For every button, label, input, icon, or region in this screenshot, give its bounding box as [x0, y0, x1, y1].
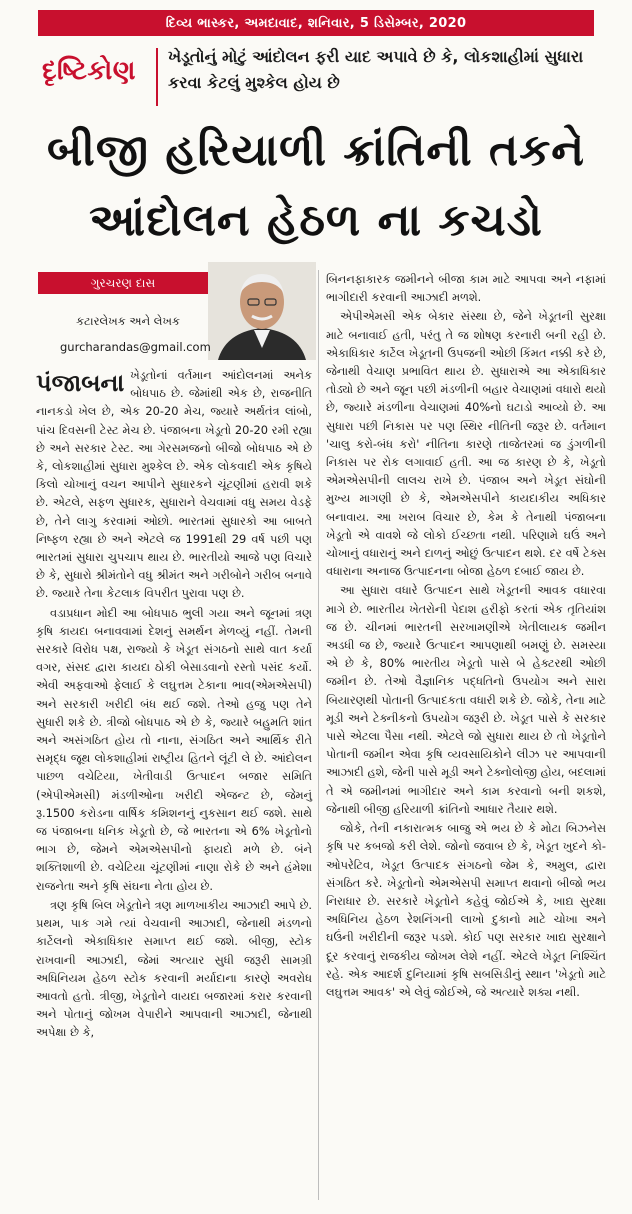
column-divider — [318, 270, 319, 1200]
section-label: દૃષ્ટિકોણ — [42, 56, 136, 86]
paragraph: જોકે, તેની નકારાત્મક બાજુ એ ભય છે કે મોટા બિઝનેસ કૃષિ પર કબજો કરી લેશે. જોનો જવાબ છે કે, ખેડૂત ખુદને કો-ઓપરેટિવ, ખેડૂત ઉત્પાદક સંગઠનો જેમ કે, અમુલ, દ્વારા સંગઠિત કરે. ખેડૂતોનો એમએસપી સમાપ્ત થવાનો બીજો ભય નિરાધાર છે. સરકારે ખેડૂતોને કહેવું જોઈએ કે, ખાદ્ય સુરક્ષા અધિનિય હેઠળ રેશનિંગની લાખો દુકાનો માટે ચોખા અને ઘઉંની ખરીદીની જરૂર પડશે. કોઈ પણ સરકાર ખાદ્ય સુરક્ષાને દૂર કરવાનું રાજકીય જોખમ લેશે નહીં. એટલે ખેડૂત નિશ્ચિંત રહે. એક આદર્શ દુનિયામાં કૃષિ સબસિડીનું સ્થાન 'ખેડૂતો માટે લઘુત્તમ આવક' એ લેવું જોઈએ, જે અત્યારે શક્ય નથી. — [326, 821, 606, 999]
dropcap: પંજાબના — [36, 369, 125, 397]
paragraph: ત્રણ કૃષિ બિલ ખેડૂતોને ત્રણ માળખાકીય આઝાદી આપે છે. પ્રથમ, પાક ગમે ત્યાં વેચવાની આઝાદી, જેનાથી મંડળનો કાર્ટેલનો એકાધિકાર સમાપ્ત થઈ જશે. બીજી, સ્ટોક રાખવાની આઝાદી, જેમાં અત્યાર સુધી જરૂરી સામગ્રી અધિનિયમ હેઠળ સ્ટોક કરવાની મર્યાદાના કારણે અવરોધ આવતો હતો. ત્રીજી, ખેડૂતોને વાયદા બજારમાં કરાર કરવાની અને પોતાનું જોખમ વેપારીને આપવાની આઝાદી, જેનાથી અપેક્ષા છે કે, — [36, 897, 312, 1040]
author-role: કટારલેખક અને લેખક — [75, 314, 181, 328]
paragraph: બિનનફાકારક જમીનને બીજા કામ માટે આપવા અને નફામાં ભાગીદારી કરવાની આઝાદી મળશે. — [326, 272, 606, 305]
author-name: ગુરચરણ દાસ — [38, 272, 208, 294]
paragraph: વડાપ્રધાન મોદી આ બોધપાઠ ભુલી ગયા અને જૂનમાં ત્રણ કૃષિ કાયદા બનાવવામાં દેશનું સમર્થન મેળવ્યું નહીં. તેમની સરકારે વિરોધ પક્ષ, રાજ્યો કે ખેડૂત સંગઠનો સાથે વાત કર્યા વગર, સંસદ દ્વારા કાયદા ઠોકી બેસાડવાનો રસ્તો પસંદ કર્યો. એવી અફવાઓ ફેલાઈ કે લઘુત્તમ ટેકાના ભાવ(એમએસપી) અને સરકારી ખરીદી બંધ થઈ જશે. તેઓ હજુ પણ તેને સુધારી શકે છે. ત્રીજો બોધપાઠ એ છે કે, જ્યારે બહુમતિ શાંત અને અસંગઠિત હોય તો નાના, સંગઠિત અને આર્થિક રીતે સમૃદ્ધ જૂથ લોકશાહીમાં રાષ્ટ્રીય હિતને લૂંટી લે છે. આંદોલન પાછળ વચેટિયા, ખેતીવાડી ઉત્પાદન બજાર સમિતિ (એપીએમસી) મંડળીઓના ખરીદી એજન્ટ છે, જેમનું રૂ.1500 કરોડના વાર્ષિક કમિશનનું નુકસાન થઈ જશે. સાથે જ પંજાબના ધનિક ખેડૂતો છે, જે ભારતના એ 6% ખેડૂતોનો ભાગ છે, જેમને એમએસપીનો ફાયદો મળે છે. બંને શક્તિશાળી છે. વચેટિયા ચૂંટણીમાં નાણા રોકે છે અને હંમેશા રાજનેતા અને કૃષિ સંઘના નેતા હોય છે. — [36, 605, 312, 893]
article-column-right — [326, 270, 606, 1002]
paragraph: એપીએમસી એક બેકાર સંસ્થા છે, જેને ખેડૂતની સુરક્ષા માટે બનાવાઈ હતી, પરંતુ તે જ શોષણ કરનારી બની રહી છે. એકાધિકાર કાર્ટેલ ખેડૂતની ઉપજની ઓછી કિંમત નક્કી કરે છે, જેનાથી વેચાણ પ્રભાવિત થાય છે. સુધારાએ આ એકાધિકાર તોડ્યો છે અને જૂન પછી મંડળીની બહાર વેચાણમાં વધારો થયો છે, જ્યારે મંડળીના વેચાણમાં 40%નો ઘટાડો આવ્યો છે. આ સુધારા પછી નિકાસ પર પણ સ્થિર નીતિની જરૂર છે. વર્તમાન 'ચાલુ કરો-બંધ કરો' નીતિના કારણે તાજેતરમાં જ ડુંગળીની નિકાસ પર રોક લગાવાઈ હતી. આ જ કારણ છે કે, ખેડૂતો એમએસપીની લાલચ રાખે છે. પંજાબ અને ખેડૂત સંઘોની મુખ્ય માગણી છે કે, એમએસપીને કાયદાકીય અધિકાર બનાવાય. આ ખરાબ વિચાર છે, કેમ કે તેનાથી પંજાબના ખેડૂતો એ વાવશે જે લોકો ઈચ્છતા નથી. પરિણામે ઘઉં અને ચોખાનું વધારાનું અને દાળનું ઓછું ઉત્પાદન થશે. દર વર્ષે ટેક્સ વધારાના અનાજ ઉત્પાદનના બોજા હેઠળ દબાઈ જાય છે. — [326, 309, 606, 579]
author-email: gurcharandas@gmail.com — [60, 340, 211, 354]
paragraph: આ સુધારા વધારે ઉત્પાદન સાથે ખેડૂતની આવક વધારવા માગે છે. ભારતીય ખેતરોની પેદાશ હરીફો કરતાં એક તૃતિયાંશ જ છે. ચીનમાં ભારતની સરખામણીએ ખેતીલાયક જમીન અડધી જ છે, જ્યારે ઉત્પાદન આપણાથી બમણું છે. સમસ્યા એ છે કે, 80% ભારતીય ખેડૂતો પાસે બે હેક્ટરથી ઓછી જમીન છે. તેઓ વૈજ્ઞાનિક પદ્ધતિનો ઉપયોગ અને સારા બિયારણથી પોતાની ઉત્પાદકતા વધારી શકે છે. જોકે, તેના માટે મૂડી અને ટેક્નીકનો ઉપયોગ જરૂરી છે. ખેડૂત પાસે કે સરકાર પાસે એટલા પૈસા નથી. એટલે જો સુધારા થાય છે તો ખેડૂતોને પોતાની જમીન એવા કૃષિ વ્યવસાયિકોને લીઝ પર આપવાની આઝાદી હશે, જેની પાસે મૂડી અને ટેક્નોલોજી હોય, બદલામાં તે એ જમીનમાં ભાગીદાર અને કામ કરવાનો બની શકશે, જેનાથી બીજી હરિયાળી ક્રાંતિનો આધાર તૈયાર થશે. — [326, 583, 606, 816]
article-column-left — [36, 366, 312, 1043]
paragraph-text: ખેડૂતોનાં વર્તમાન આંદોલનમાં અનેક બોધપાઠ છે. જેમાંથી એક છે, રાજનીતિ નાનકડો ખેલ છે, એક 20-20 મેચ, જ્યારે અર્થતંત્ર લાંબો, પાંચ દિવસની ટેસ્ટ મેચ છે. પંજાબના ખેડૂતો 20-20 રમી રહ્યા છે અને સરકાર ટેસ્ટ. આ ગેરસમજનો બીજો બોધપાઠ એ છે કે, લોકશાહીમાં સુધારા મુશ્કેલ છે. એક લોકવાદી એક કૃષિયે કિલો ચોખાનું વચન આપીને સુધારકને ચૂંટણીમાં હરાવી શકે છે. એટલે, સફળ સુધારક, સુધારાને વેચવામાં વધુ સમય વેડફે છે, તેને લાગુ કરવામાં ઓછો. ભારતમાં સુધારકો આ બાબતે નિષ્ફળ રહ્યા છે અને એટલે જ 1991થી 29 વર્ષ પછી પણ ભારતમાં સુધારા ચુપચાપ થાય છે. ભારતીયો આજે પણ વિચારે છે કે, સુધારો શ્રીમંતોને વધુ શ્રીમંત અને ગરીબોને ગરીબ બનાવે છે. જ્યારે તેના કેટલાક વિપરીત પુરાવા પણ છે. — [36, 368, 312, 601]
headline: બીજી હરિયાળી ક્રાંતિની તકને આંદોલન હેઠળ ના કચડો — [46, 125, 586, 246]
masthead: દિવ્ય ભાસ્કર, અમદાવાદ, શનિવાર, 5 ડિસેમ્બર, 2020 — [38, 10, 594, 36]
kicker-divider — [156, 48, 158, 106]
paragraph — [36, 366, 312, 603]
kicker: ખેડૂતોનું મોટું આંદોલન ફરી યાદ અપાવે છે કે, લોકશાહીમાં સુધારા કરવા કેટલું મુશ્કેલ હોય છે — [168, 47, 584, 92]
